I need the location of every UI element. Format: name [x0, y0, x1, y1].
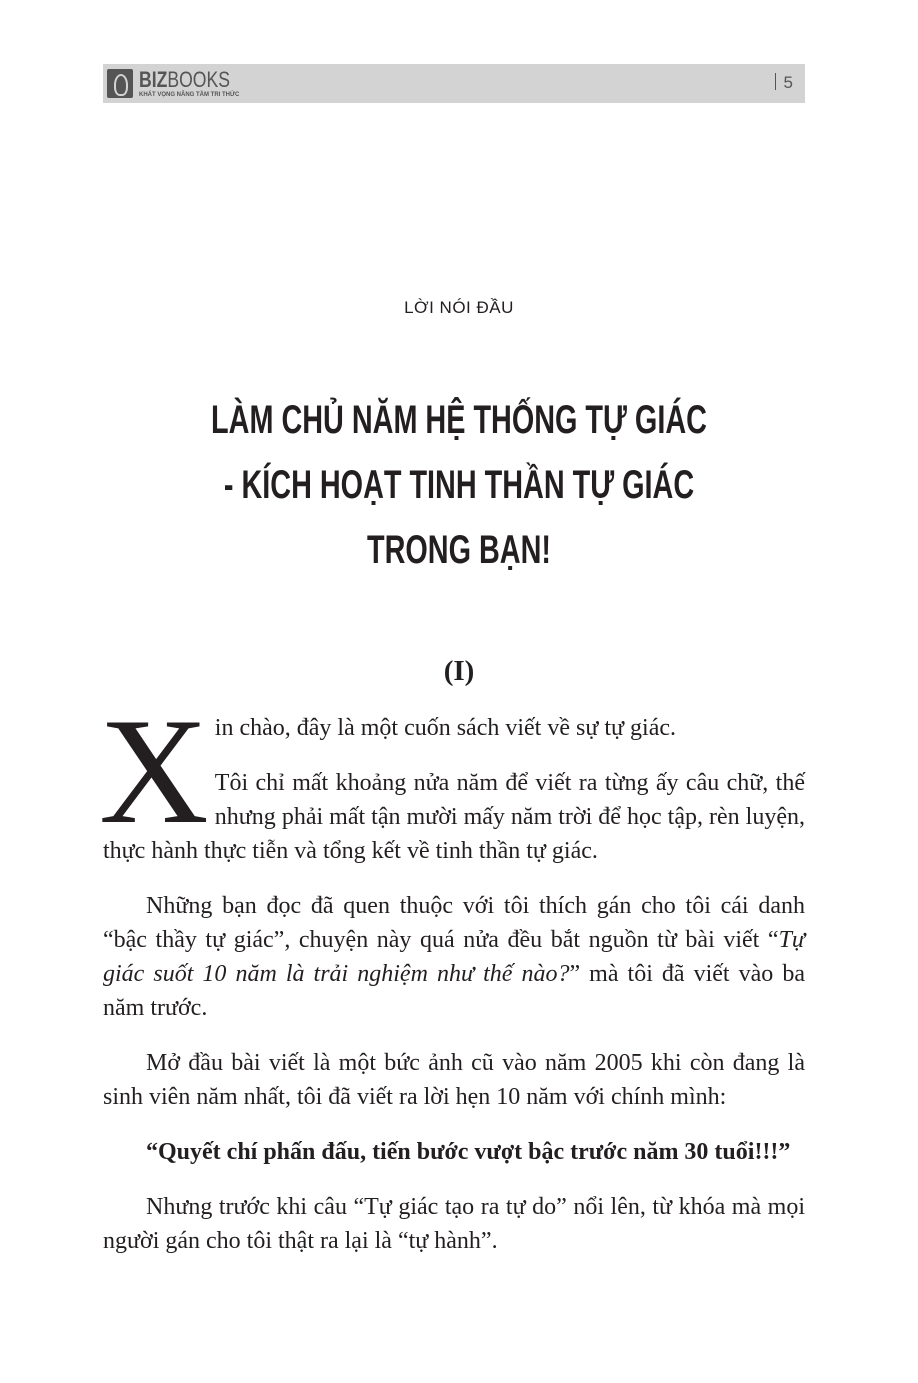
text: ” mà tôi đã viết vào ba năm trước. — [103, 961, 805, 1021]
title-line: LÀM CHỦ NĂM HỆ THỐNG TỰ GIÁC — [211, 398, 707, 442]
text: Những bạn đọc đã quen thuộc với tôi thích gán cho tôi cái danh “bậc thầy tự giác”, chuyện này quá nửa đều bắt nguồn từ bài viết “ — [103, 893, 805, 953]
brand-bold: BIZ — [139, 67, 168, 92]
quote: “Quyết chí phấn đấu, tiến bước vượt bậc trước năm 30 tuổi!!!” — [146, 1139, 791, 1165]
paragraph: in chào, đây là một cuốn sách viết về sự tự giác. — [214, 715, 676, 741]
article-title: Tự giác suốt 10 năm là trải nghiệm như thế nào? — [103, 927, 805, 987]
title-line: TRONG BẠN! — [367, 528, 551, 572]
paragraph: Nhưng trước khi câu “Tự giác tạo ra tự do” nổi lên, từ khóa mà mọi người gán cho tôi thật ra lại là “tự hành”. — [103, 1194, 805, 1254]
brand-name — [139, 67, 230, 93]
brand-tagline: KHÁT VỌNG NÂNG TẦM TRI THỨC — [139, 92, 240, 98]
paragraph — [103, 889, 805, 1025]
running-header — [103, 64, 805, 103]
brand-light: BOOKS — [167, 67, 230, 92]
bizbooks-logo-icon — [107, 69, 133, 98]
paragraph: Tôi chỉ mất khoảng nửa năm để viết ra từng ấy câu chữ, thế nhưng phải mất tận mười mấy năm trời để học tập, rèn luyện, thực hành thực tiễn và tổng kết về tinh thần tự giác. — [103, 770, 805, 864]
body-text — [99, 687, 805, 1279]
section-number: (I) — [443, 655, 475, 687]
page-number: 5 — [775, 73, 793, 93]
title-line: - KÍCH HOẠT TINH THẦN TỰ GIÁC — [223, 463, 695, 507]
chapter-title — [0, 388, 918, 583]
drop-cap: X — [99, 687, 209, 855]
preface-label: LỜI NÓI ĐẦU — [404, 298, 514, 317]
paragraph: Mở đầu bài viết là một bức ảnh cũ vào năm 2005 khi còn đang là sinh viên năm nhất, tôi đã viết ra lời hẹn 10 năm với chính mình: — [103, 1050, 805, 1110]
